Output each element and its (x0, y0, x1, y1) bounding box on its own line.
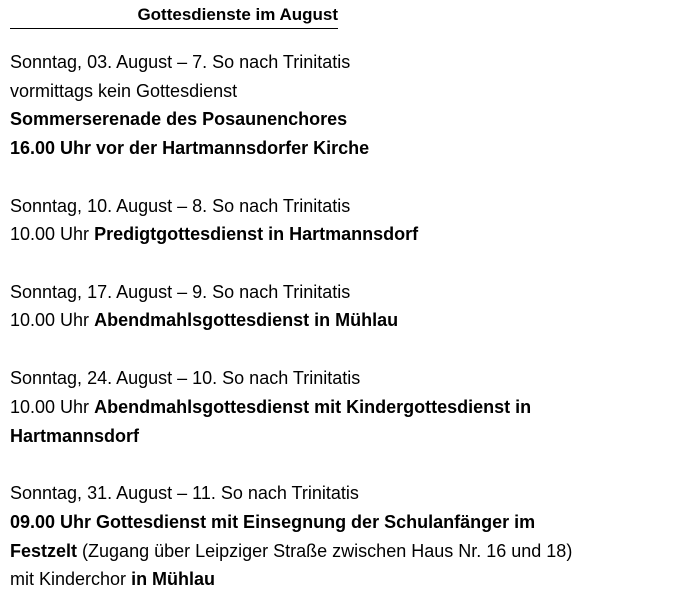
service-5-detail: (Zugang über Leipziger Straße zwischen Haus Nr. 16 und 18) (82, 541, 573, 561)
service-5-place: in Mühlau (131, 569, 216, 589)
service-5-heading: Sonntag, 31. August – 11. So nach Trinitatis (10, 483, 359, 503)
service-3-time: 10.00 Uhr (10, 310, 90, 330)
service-2-line (10, 223, 418, 245)
service-4-event: Abendmahlsgottesdienst mit Kindergottesdienst in (94, 397, 532, 417)
service-4-event-cont: Hartmannsdorf (10, 426, 140, 446)
service-2-heading: Sonntag, 10. August – 8. So nach Trinitatis (10, 196, 351, 216)
service-2-event: Predigtgottesdienst in Hartmannsdorf (94, 224, 419, 244)
service-1-time-place: 16.00 Uhr vor der Hartmannsdorfer Kirche (10, 138, 370, 158)
service-5-prefix: mit Kinderchor (10, 569, 127, 589)
service-4-heading: Sonntag, 24. August – 10. So nach Trinitatis (10, 368, 361, 388)
service-2-time: 10.00 Uhr (10, 224, 90, 244)
service-1-heading: Sonntag, 03. August – 7. So nach Trinitatis (10, 52, 351, 72)
service-3-line (10, 309, 398, 331)
service-3-heading: Sonntag, 17. August – 9. So nach Trinitatis (10, 282, 351, 302)
service-4-line (10, 396, 531, 418)
service-1-note: vormittags kein Gottesdienst (10, 81, 238, 101)
page-title: Gottesdienste im August (10, 5, 338, 29)
service-5-line-2 (10, 540, 572, 562)
service-4-time: 10.00 Uhr (10, 397, 90, 417)
service-5-event: 09.00 Uhr Gottesdienst mit Einsegnung der Schulanfänger im (10, 512, 536, 532)
service-5-event-cont: Festzelt (10, 541, 78, 561)
service-1-event: Sommerserenade des Posaunenchores (10, 109, 348, 129)
service-5-line-3 (10, 568, 215, 590)
service-3-event: Abendmahlsgottesdienst in Mühlau (94, 310, 399, 330)
